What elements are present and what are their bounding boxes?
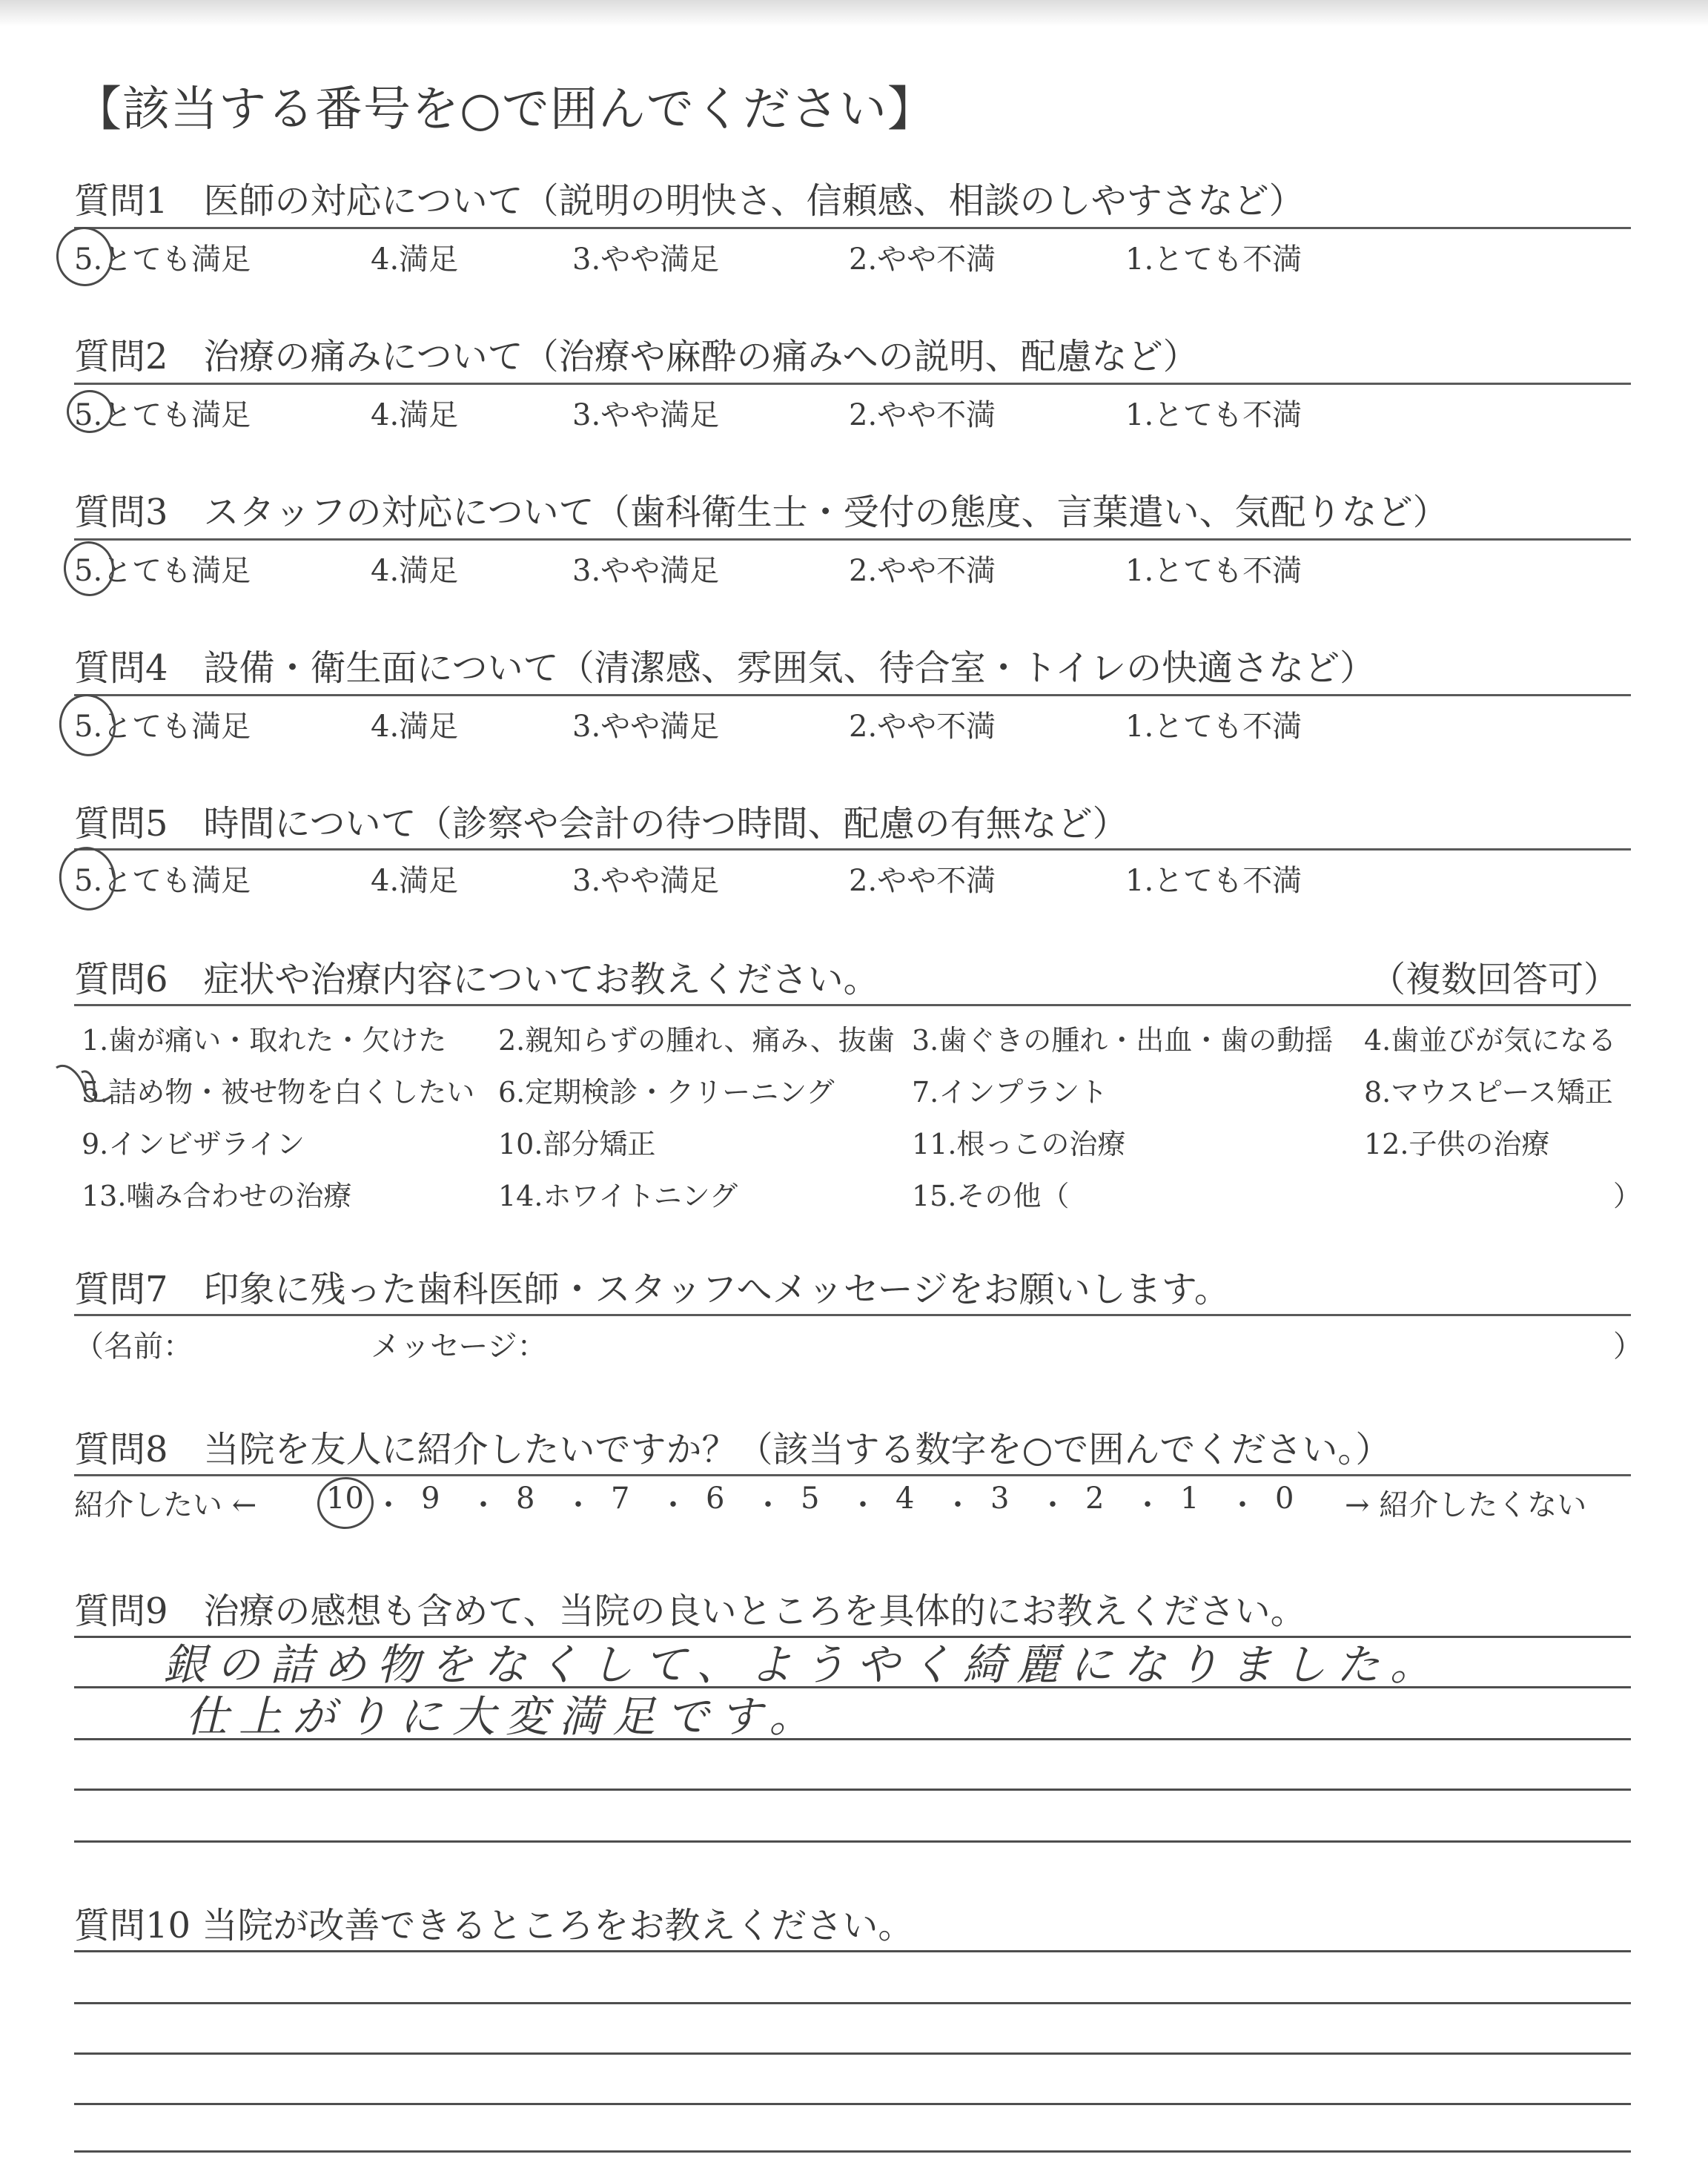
q7-name-label: （名前： [74,1330,193,1364]
q3-option-5[interactable]: 5.とても満足 [74,554,251,588]
q6-heading: 質問6 症状や治療内容についてお教えください。 [74,959,879,1000]
q6-item-11[interactable]: 11.根っこの治療 [912,1128,1126,1160]
q4-selection-circle [54,690,120,761]
q8-scale-value-3[interactable]: 3 [990,1482,1010,1516]
q3-heading: 質問3 スタッフの対応について（歯科衛生士・受付の態度、言葉遣い、気配りなど） [74,492,1449,533]
q1-option-4[interactable]: 4.満足 [371,242,459,277]
q5-option-2[interactable]: 2.やや不満 [849,864,996,898]
q2-option-3[interactable]: 3.やや満足 [572,398,720,432]
q8-scale-value-0[interactable]: 0 [1275,1482,1294,1516]
q6-item-13[interactable]: 13.噛み合わせの治療 [82,1180,352,1212]
q5-heading: 質問5 時間について（診察や会計の待つ時間、配慮の有無など） [74,803,1128,845]
q8-scale-separator: ・ [848,1488,878,1522]
q1-selection-circle [53,223,116,290]
q1-option-1[interactable]: 1.とても不満 [1125,242,1302,277]
q2-option-4[interactable]: 4.満足 [371,398,459,432]
q4-option-1[interactable]: 1.とても不満 [1125,710,1302,744]
q6-item-9[interactable]: 9.インビザライン [82,1128,305,1160]
q8-scale-separator: ・ [1133,1488,1162,1522]
q5-rule [74,848,1631,851]
q2-selection-circle [67,390,113,433]
q9-line-4 [74,1789,1631,1791]
q7-heading: 質問7 印象に残った歯科医師・スタッフへメッセージをお願いします。 [74,1269,1230,1310]
q8-scale-value-7[interactable]: 7 [611,1482,630,1516]
q3-option-2[interactable]: 2.やや不満 [849,554,996,588]
q10-heading: 質問10 当院が改善できるところをお教えください。 [74,1905,914,1946]
q4-option-3[interactable]: 3.やや満足 [572,710,720,744]
q3-option-1[interactable]: 1.とても不満 [1125,554,1302,588]
q8-scale-value-10[interactable]: 10 [326,1482,364,1516]
q8-scale-separator: ・ [943,1488,973,1522]
q4-rule [74,694,1631,696]
q1-option-5[interactable]: 5.とても満足 [74,242,251,277]
q4-option-4[interactable]: 4.満足 [371,710,459,744]
q6-item-2[interactable]: 2.親知らずの腫れ、痛み、抜歯 [498,1024,895,1057]
q8-selection-circle [315,1474,377,1532]
q6-item-1[interactable]: 1.歯が痛い・取れた・欠けた [82,1024,447,1057]
q10-line-5 [74,2150,1631,2153]
q6-close-paren: ） [1613,1180,1642,1212]
q9-heading: 質問9 治療の感想も含めて、当院の良いところを具体的にお教えください。 [74,1591,1306,1632]
q8-heading: 質問8 当院を友人に紹介したいですか？（該当する数字を○で囲んでください。） [74,1429,1391,1470]
q8-scale-value-4[interactable]: 4 [896,1482,915,1516]
q9-answer-line-1: 銀の詰め物をなくして、ようやく綺麗になりました。 [163,1639,1443,1690]
q1-option-3[interactable]: 3.やや満足 [572,242,720,277]
q7-close-paren: ） [1613,1330,1643,1364]
q8-scale-separator: ・ [753,1488,783,1522]
q4-option-5[interactable]: 5.とても満足 [74,710,251,744]
q1-heading: 質問1 医師の対応について（説明の明快さ、信頼感、相談のしやすさなど） [74,180,1305,222]
q8-scale-value-6[interactable]: 6 [706,1482,725,1516]
q5-selection-circle [54,842,121,915]
q2-option-2[interactable]: 2.やや不満 [849,398,996,432]
form-title: 【該当する番号を○で囲んでください】 [74,82,936,137]
q1-option-2[interactable]: 2.やや不満 [849,242,996,277]
q2-option-1[interactable]: 1.とても不満 [1125,398,1302,432]
q7-message-label: メッセージ： [371,1330,547,1364]
q10-line-2 [74,2002,1631,2004]
q9-line-5 [74,1840,1631,1843]
q6-item-10[interactable]: 10.部分矯正 [498,1128,656,1160]
scan-top-shadow [0,0,1708,27]
q5-option-3[interactable]: 3.やや満足 [572,864,720,898]
q5-option-5[interactable]: 5.とても満足 [74,864,251,898]
q6-selection-mark [52,1053,119,1112]
q8-scale-value-8[interactable]: 8 [516,1482,535,1516]
q8-scale-value-2[interactable]: 2 [1085,1482,1105,1516]
q10-line-4 [74,2103,1631,2105]
q8-rule [74,1474,1631,1476]
q9-answer-line-2: 仕上がりに大変満足です。 [185,1691,823,1742]
q8-scale-value-1[interactable]: 1 [1180,1482,1199,1516]
q8-left-label: 紹介したい ← [74,1488,257,1522]
q8-right-label: → 紹介したくない [1345,1488,1587,1522]
q3-option-4[interactable]: 4.満足 [371,554,459,588]
q4-heading: 質問4 設備・衛生面について（清潔感、雰囲気、待合室・トイレの快適さなど） [74,647,1376,689]
q1-rule [74,227,1631,229]
q8-scale-separator: ・ [563,1488,593,1522]
q3-option-3[interactable]: 3.やや満足 [572,554,720,588]
q6-item-4[interactable]: 4.歯並びが気になる [1364,1024,1617,1057]
q6-item-3[interactable]: 3.歯ぐきの腫れ・出血・歯の動揺 [912,1024,1334,1057]
q6-note: （複数回答可） [1370,959,1620,1000]
q6-item-7[interactable]: 7.インプラント [912,1076,1108,1109]
q2-rule [74,383,1631,385]
q6-item-15[interactable]: 15.その他（ [912,1180,1070,1212]
q10-line-3 [74,2052,1631,2055]
q6-item-8[interactable]: 8.マウスピース矯正 [1364,1076,1613,1109]
q6-item-14[interactable]: 14.ホワイトニング [498,1180,738,1212]
q5-option-1[interactable]: 1.とても不満 [1125,864,1302,898]
q8-scale-separator: ・ [658,1488,688,1522]
q10-line-1 [74,1950,1631,1952]
q8-scale-value-9[interactable]: 9 [421,1482,440,1516]
q2-option-5[interactable]: 5.とても満足 [74,398,251,432]
q6-rule [74,1004,1631,1006]
q6-item-5[interactable]: 5.詰め物・被せ物を白くしたい [82,1076,475,1109]
q5-option-4[interactable]: 4.満足 [371,864,459,898]
q8-scale-separator: ・ [374,1488,403,1522]
q6-item-12[interactable]: 12.子供の治療 [1364,1128,1550,1160]
q8-scale-value-5[interactable]: 5 [801,1482,820,1516]
q7-rule [74,1314,1631,1316]
q6-item-6[interactable]: 6.定期検診・クリーニング [498,1076,835,1109]
q8-scale-separator: ・ [1228,1488,1257,1522]
q8-scale-separator: ・ [1038,1488,1068,1522]
q8-scale-separator: ・ [469,1488,498,1522]
q2-heading: 質問2 治療の痛みについて（治療や麻酔の痛みへの説明、配慮など） [74,336,1199,377]
q3-rule [74,538,1631,541]
q4-option-2[interactable]: 2.やや不満 [849,710,996,744]
